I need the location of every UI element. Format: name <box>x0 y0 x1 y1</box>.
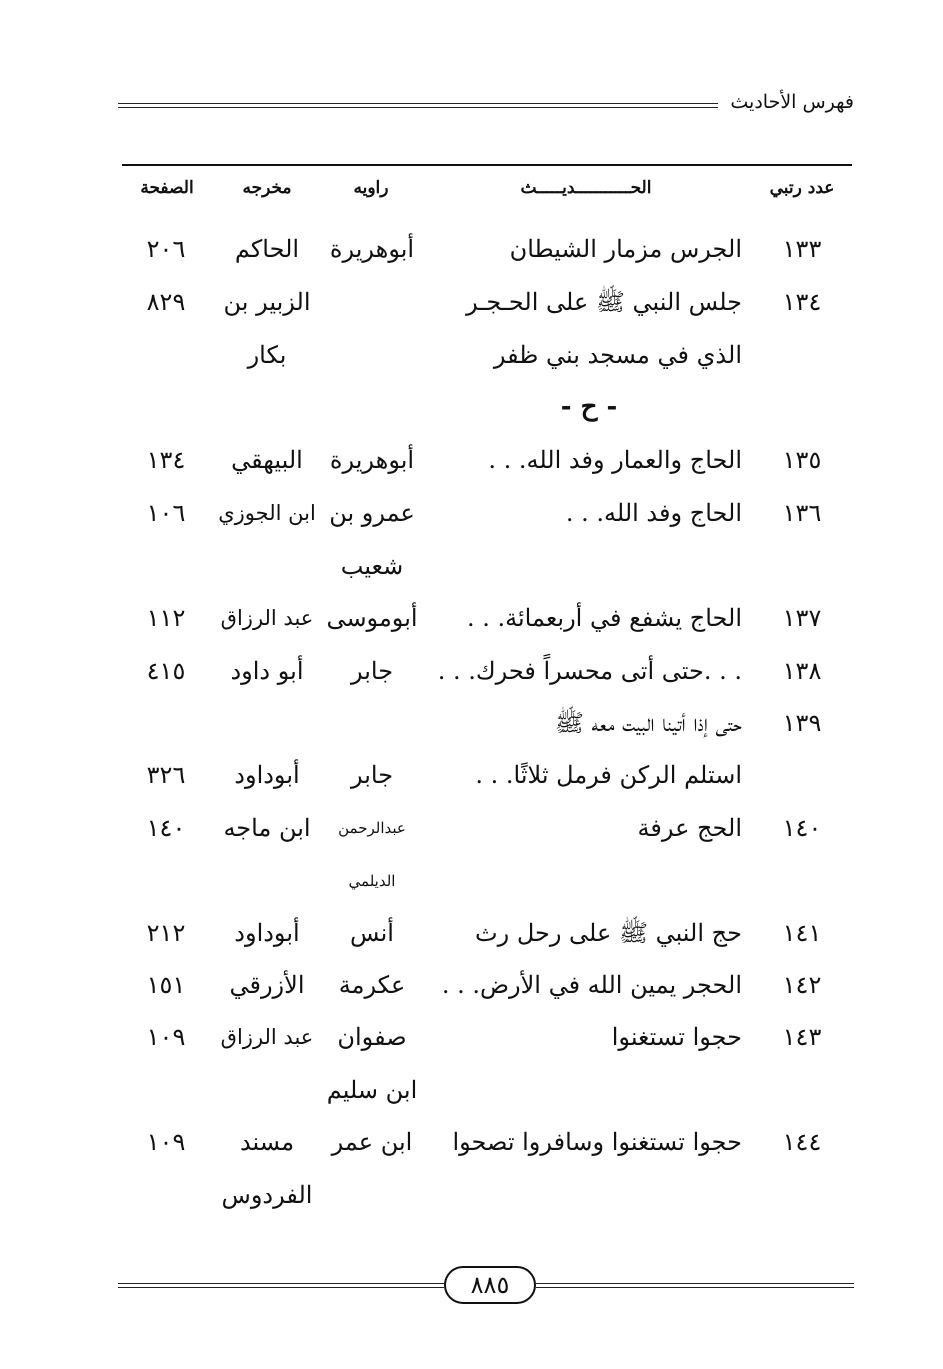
row-hadith: جلس النبي ﷺ على الحـجـر <box>466 288 742 316</box>
row-rawi: عمرو بن <box>329 499 415 527</box>
column-header-mukharrij: مخرجه <box>242 178 292 198</box>
row-page: ١١٢ <box>146 604 186 632</box>
row-page: ٢١٢ <box>146 919 186 947</box>
row-hadith: حتى إذا أتينا البيت معه ﷺ <box>554 709 742 737</box>
row-rawi: ابن عمر <box>331 1128 413 1156</box>
column-header-number: عدد رتبي <box>769 178 835 198</box>
page-number-badge: ٨٨٥ <box>444 1266 536 1304</box>
row-hadith: حج النبي ﷺ على رحل رث <box>475 919 742 947</box>
row-hadith: الحجر يمين الله في الأرض. . . <box>441 971 742 999</box>
row-mukharrij: أبوداود <box>234 761 300 789</box>
row-page: ٣٢٦ <box>146 761 186 789</box>
row-rawi: جابر <box>350 761 394 789</box>
row-mukharrij: عبد الرزاق <box>220 1025 314 1049</box>
row-mukharrij: مسند <box>239 1128 295 1156</box>
row-hadith: حجوا تستغنوا <box>611 1023 742 1051</box>
header-double-rule <box>118 103 718 104</box>
row-hadith-continued: الذي في مسجد بني ظفر <box>493 341 742 369</box>
row-hadith: الحاج والعمار وفد الله. . . <box>488 446 742 474</box>
row-mukharrij: أبو داود <box>230 657 304 685</box>
row-page: ١٠٩ <box>146 1023 186 1051</box>
row-page: ١٥١ <box>146 971 186 999</box>
column-header-hadith: الحـــــــــــديـــــث <box>520 178 652 198</box>
section-letter-heading: - ح - <box>560 392 618 422</box>
row-mukharrij: أبوداود <box>234 919 300 947</box>
row-mukharrij: الأزرقي <box>229 971 305 999</box>
row-page: ١٠٦ <box>146 499 186 527</box>
row-rawi-continued: الديلمي <box>348 872 396 890</box>
row-rawi: أبوهريرة <box>329 446 415 474</box>
row-hadith: حجوا تستغنوا وسافروا تصحوا <box>452 1128 742 1156</box>
running-header-title: فهرس الأحاديث <box>730 91 854 113</box>
footer-double-rule-right <box>536 1283 854 1284</box>
row-mukharrij: الزبير بن <box>223 288 311 316</box>
row-number: ١٣٣ <box>782 235 822 263</box>
table-top-rule <box>122 164 852 166</box>
row-number: ١٤٠ <box>782 814 822 842</box>
row-mukharrij-continued: بكار <box>247 341 287 369</box>
row-number: ١٣٩ <box>782 709 822 737</box>
row-mukharrij: عبد الرزاق <box>220 606 314 630</box>
row-number: ١٤٤ <box>782 1128 822 1156</box>
row-page: ١٣٤ <box>146 446 186 474</box>
row-number: ١٤٢ <box>782 971 822 999</box>
row-rawi: أبوموسى <box>326 604 418 632</box>
row-page: ١٤٠ <box>146 814 186 842</box>
row-rawi: أبوهريرة <box>329 235 415 263</box>
row-rawi-continued: شعيب <box>340 552 404 580</box>
row-page: ١٠٩ <box>146 1128 186 1156</box>
column-header-rawi: راويه <box>353 178 389 198</box>
row-number: ١٣٧ <box>782 604 822 632</box>
row-number: ١٣٥ <box>782 446 822 474</box>
row-hadith: . . .حتى أتى محسراً فحرك. . . <box>437 657 742 685</box>
row-hadith: الجرس مزمار الشيطان <box>509 235 742 263</box>
row-mukharrij: الحاكم <box>234 235 300 263</box>
row-mukharrij: ابن الجوزي <box>218 501 316 525</box>
row-hadith: الحاج يشفع في أربعمائة. . . <box>466 604 742 632</box>
row-mukharrij-continued: الفردوس <box>221 1181 313 1209</box>
row-page: ٢٠٦ <box>146 235 186 263</box>
row-number: ١٤١ <box>782 919 822 947</box>
column-header-page: الصفحة <box>140 178 194 198</box>
row-hadith-continued: استلم الركن فرمل ثلاثًا. . . <box>475 761 742 789</box>
row-rawi: جابر <box>350 657 394 685</box>
row-hadith: الحاج وفد الله. . . <box>565 499 742 527</box>
row-rawi-continued: ابن سليم <box>326 1076 418 1104</box>
row-page: ٤١٥ <box>146 657 186 685</box>
row-rawi: أنس <box>350 919 394 947</box>
row-mukharrij: البيهقي <box>231 446 303 474</box>
footer-double-rule-left <box>118 1283 444 1284</box>
row-mukharrij: ابن ماجه <box>223 814 311 842</box>
row-page: ٨٢٩ <box>146 288 186 316</box>
row-number: ١٣٨ <box>782 657 822 685</box>
row-number: ١٣٦ <box>782 499 822 527</box>
row-rawi: عبدالرحمن <box>338 819 406 837</box>
running-header <box>118 88 854 116</box>
row-hadith: الحج عرفة <box>637 814 742 842</box>
row-rawi: صفوان <box>337 1023 407 1051</box>
row-number: ١٤٣ <box>782 1023 822 1051</box>
row-number: ١٣٤ <box>782 288 822 316</box>
row-rawi: عكرمة <box>338 971 406 999</box>
